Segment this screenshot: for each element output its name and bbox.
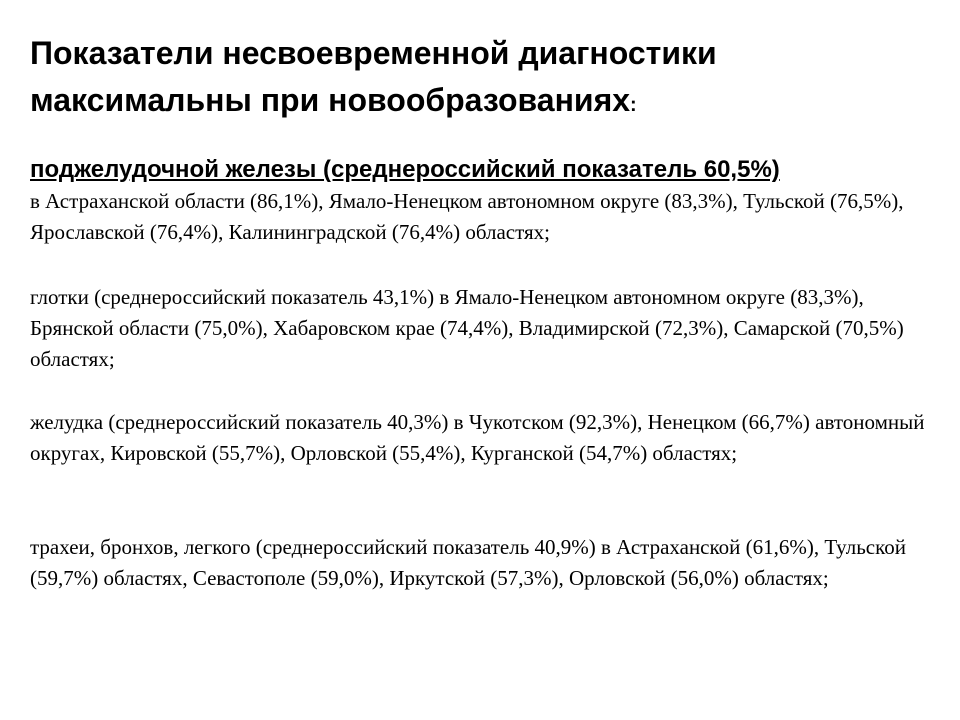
title-colon: : — [630, 94, 637, 116]
pharynx-paragraph: глотки (среднероссийский показатель 43,1%) в Ямало-Ненецком автономном округе (83,3%), Брянской области (75,0%), Хабаровском крае (74,4%), Владимирской (72,3%), Самарской (70,5%) областях; — [30, 285, 904, 371]
pancreas-heading: поджелудочной железы (среднероссийский показатель 60,5%) — [30, 156, 780, 183]
slide-title — [30, 30, 930, 129]
title-line-1: Показатели несвоевременной диагностики — [30, 35, 717, 71]
lung-paragraph: трахеи, бронхов, легкого (среднероссийский показатель 40,9%) в Астраханской (61,6%), Тульской (59,7%) областях, Севастополе (59,0%), Иркутской (57,3%), Орловской (56,0%) областях; — [30, 535, 906, 590]
title-line-2 — [30, 77, 930, 129]
title-line-2-text: максимальны при новообразованиях — [30, 82, 631, 118]
stomach-paragraph: желудка (среднероссийский показатель 40,3%) в Чукотском (92,3%), Ненецком (66,7%) автономный округах, Кировской (55,7%), Орловской (55,4%), Курганской (54,7%) областях; — [30, 410, 925, 465]
pancreas-paragraph: в Астраханской области (86,1%), Ямало-Ненецком автономном округе (83,3%), Тульской (76,5%), Ярославской (76,4%), Калининградской (76,4%) областях; — [30, 189, 904, 244]
